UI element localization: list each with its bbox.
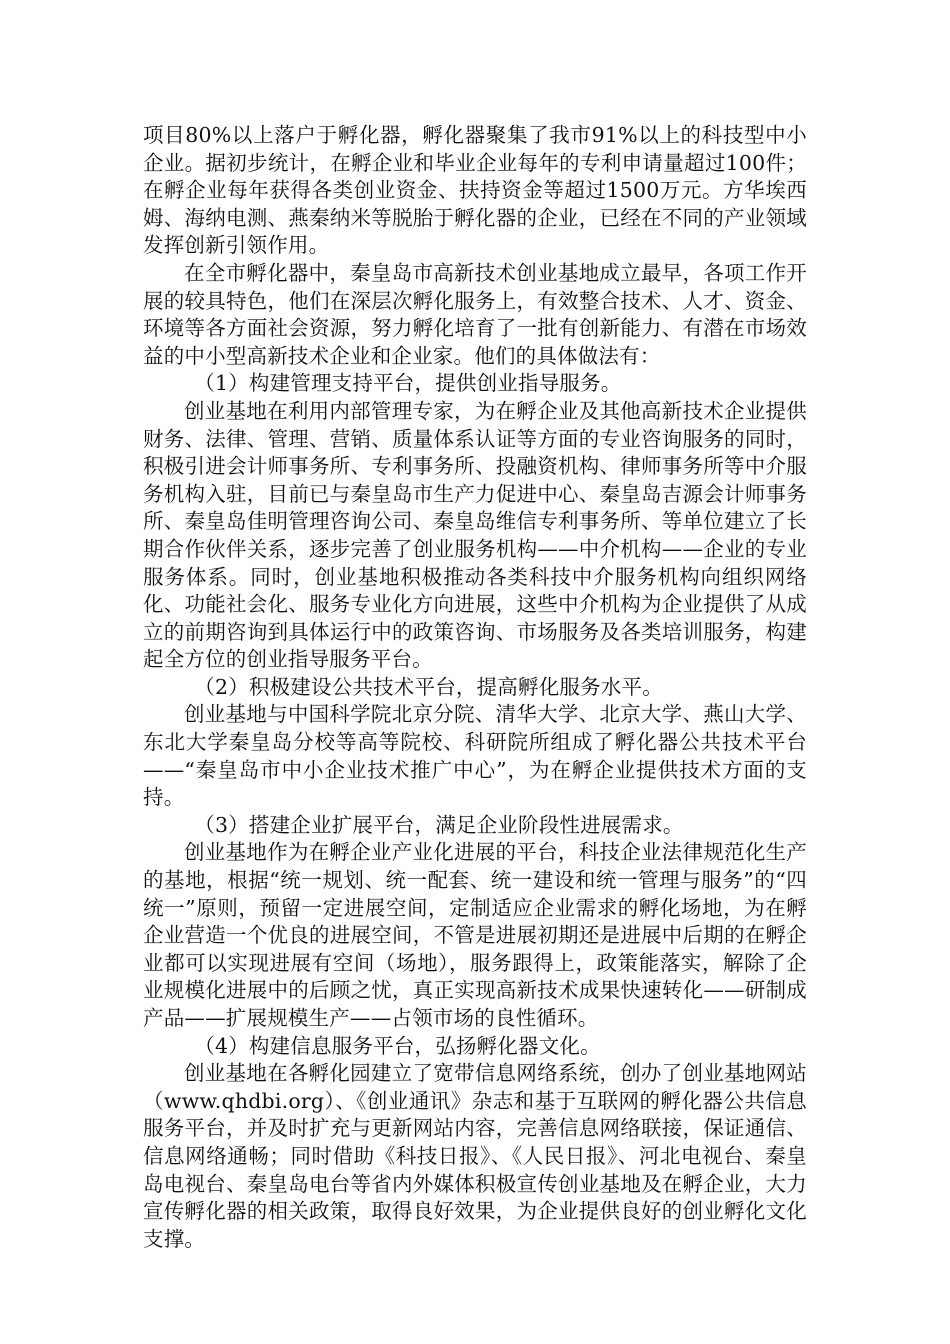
- section-heading-1: （1）构建管理支持平台，提供创业指导服务。: [194, 371, 622, 396]
- document-body: [143, 122, 807, 1253]
- section-heading-2: （2）积极建设公共技术平台，提高孵化服务水平。: [194, 674, 663, 699]
- paragraph-section-3: 创业基地作为在孵企业产业化进展的平台，科技企业法律规范化生产的基地，根据“统一规划、统一配套、统一建设和统一管理与服务”的“四统一”原则，预留一定进展空间，定制适应企业需求的孵化场地，为在孵企业营造一个优良的进展空间，不管是进展初期还是进展中后期的在孵企业都可以实现进展有空间（场地），服务跟得上，政策能落实，解除了企业规模化进展中的后顾之忧，真正实现高新技术成果快速转化——研制成产品——扩展规模生产——占领市场的良性循环。: [143, 840, 807, 1030]
- paragraph-section-1: 创业基地在利用内部管理专家，为在孵企业及其他高新技术企业提供财务、法律、管理、营销、质量体系认证等方面的专业咨询服务的同时，积极引进会计师事务所、专利事务所、投融资机构、律师事务所等中介服务机构入驻，目前已与秦皇岛市生产力促进中心、秦皇岛吉源会计师事务所、秦皇岛佳明管理咨询公司、秦皇岛维信专利事务所、等单位建立了长期合作伙伴关系，逐步完善了创业服务机构——中介机构——企业的专业服务体系。同时，创业基地积极推动各类科技中介服务机构向组织网络化、功能社会化、服务专业化方向进展，这些中介机构为企业提供了从成立的前期咨询到具体运行中的政策咨询、市场服务及各类培训服务，构建起全方位的创业指导服务平台。: [143, 398, 807, 672]
- paragraph-section-4: 创业基地在各孵化园建立了宽带信息网络系统，创办了创业基地网站（www.qhdbi.org）、《创业通讯》杂志和基于互联网的孵化器公共信息服务平台，并及时扩充与更新网站内容，完善信息网络联接，保证通信、信息网络通畅；同时借助《科技日报》、《人民日报》、河北电视台、秦皇岛电视台、秦皇岛电台等省内外媒体积极宣传创业基地及在孵企业，大力宣传孵化器的相关政策，取得良好效果，为企业提供良好的创业孵化文化支撑。: [143, 1061, 807, 1251]
- paragraph-intro: 在全市孵化器中，秦皇岛市高新技术创业基地成立最早，各项工作开展的较具特色，他们在深层次孵化服务上，有效整合技术、人才、资金、环境等各方面社会资源，努力孵化培育了一批有创新能力、有潜在市场效益的中小型高新技术企业和企业家。他们的具体做法有：: [143, 260, 807, 368]
- paragraph-continuation: 项目80%以上落户于孵化器，孵化器聚集了我市91%以上的科技型中小企业。据初步统计，在孵企业和毕业企业每年的专利申请量超过100件；在孵企业每年获得各类创业资金、扶持资金等超过1500万元。方华埃西姆、海纳电测、燕秦纳米等脱胎于孵化器的企业，已经在不同的产业领域发挥创新引领作用。: [143, 123, 807, 258]
- section-heading-3: （3）搭建企业扩展平台，满足企业阶段性进展需求。: [194, 812, 684, 837]
- section-heading-4: （4）构建信息服务平台，弘扬孵化器文化。: [194, 1033, 601, 1058]
- paragraph-section-2: 创业基地与中国科学院北京分院、清华大学、北京大学、燕山大学、东北大学秦皇岛分校等高等院校、科研院所组成了孵化器公共技术平台——“秦皇岛市中小企业技术推广中心”，为在孵企业提供技术方面的支持。: [143, 702, 807, 810]
